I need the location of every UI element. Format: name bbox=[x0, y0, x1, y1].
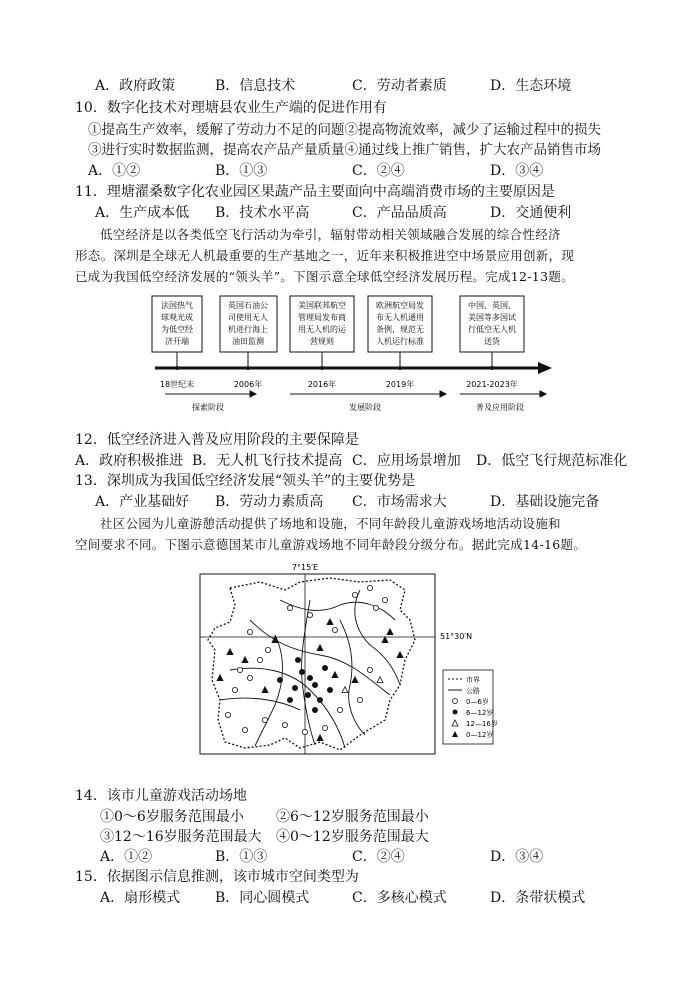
svg-text:机进行海上: 机进行海上 bbox=[228, 325, 268, 334]
q10-statement-1: ①提高生产效率，缓解了劳动力不足的问题②提高物流效率，减少了运输过程中的损失 bbox=[88, 122, 601, 138]
city-map-figure bbox=[190, 560, 520, 760]
q13-option-a[interactable]: A．产业基础好 bbox=[95, 494, 190, 510]
site-age-0-6-marker bbox=[262, 717, 267, 722]
svg-text:条例，规范无: 条例，规范无 bbox=[376, 325, 424, 334]
site-age-0-6-marker bbox=[287, 605, 292, 610]
intro1-line2: 形态。深圳是全球无人机最重要的生产基地之一，近年来积极推进空中场景应用创新，现 bbox=[75, 248, 575, 263]
site-age-0-6-marker bbox=[307, 612, 312, 617]
q11-option-a[interactable]: A．生产成本低 bbox=[95, 205, 190, 221]
svg-text:球观光成: 球观光成 bbox=[161, 313, 193, 322]
stage-label-develop: 发展阶段 bbox=[349, 403, 381, 412]
q13-option-d[interactable]: D．基础设施完备 bbox=[490, 494, 600, 510]
timeline-box-5 bbox=[460, 296, 524, 352]
site-age-0-6-marker bbox=[357, 697, 362, 702]
timeline-date-5: 2021-2023年 bbox=[466, 380, 518, 389]
site-age-0-6-marker bbox=[237, 667, 242, 672]
site-age-0-12-marker bbox=[332, 672, 338, 678]
q11-stem: 11．理塘濯桑数字化农业园区果蔬产品主要面向中高端消费市场的主要原因是 bbox=[75, 184, 555, 200]
site-age-6-12-marker bbox=[292, 685, 297, 690]
q14-option-a[interactable]: A．①② bbox=[100, 849, 153, 865]
q14-option-d[interactable]: D．③④ bbox=[490, 849, 544, 865]
q13-option-b[interactable]: B．劳动力素质高 bbox=[215, 494, 324, 510]
q14-statement-3: ③12～16岁服务范围最大 bbox=[100, 829, 262, 845]
q10-option-b[interactable]: B．①③ bbox=[215, 163, 268, 179]
q12-option-c[interactable]: C．应用场景增加 bbox=[352, 453, 461, 469]
site-age-6-12-marker bbox=[312, 682, 317, 687]
site-age-0-12-marker bbox=[242, 657, 248, 663]
legend-age-0-6: 0—6岁 bbox=[466, 698, 489, 706]
site-age-6-12-marker bbox=[312, 707, 317, 712]
svg-text:济开端: 济开端 bbox=[165, 337, 189, 346]
q10-option-d[interactable]: D．③④ bbox=[490, 163, 544, 179]
svg-text:油田监测: 油田监测 bbox=[232, 337, 264, 346]
site-age-0-6-marker bbox=[373, 605, 378, 610]
q10-statement-2: ③进行实时数据监测，提高农产品产量质量④通过线上推广销售，扩大农产品销售市场 bbox=[88, 142, 601, 158]
q15-stem: 15．依据图示信息推测，该市城市空间类型为 bbox=[75, 869, 359, 885]
site-age-12-16-marker bbox=[377, 677, 383, 683]
site-age-12-16-marker bbox=[342, 687, 348, 693]
site-age-0-6-marker bbox=[302, 729, 307, 734]
timeline-box-1 bbox=[152, 296, 202, 352]
city-boundary bbox=[208, 578, 415, 750]
timeline-box-3 bbox=[290, 296, 354, 352]
site-age-0-12-marker bbox=[262, 687, 268, 693]
timeline-figure bbox=[140, 290, 560, 420]
svg-text:布无人机通用: 布无人机通用 bbox=[376, 313, 424, 322]
stage-label-popularize: 普及应用阶段 bbox=[476, 403, 524, 412]
map-legend bbox=[443, 670, 498, 744]
q13-stem: 13．深圳成为我国低空经济发展“领头羊”的主要优势是 bbox=[75, 473, 416, 489]
q11-option-d[interactable]: D．交通便利 bbox=[490, 205, 572, 221]
svg-text:司使用无人: 司使用无人 bbox=[228, 313, 268, 322]
site-age-0-6-marker bbox=[247, 629, 252, 634]
site-age-0-6-marker bbox=[225, 712, 230, 717]
intro1-line1: 低空经济是以各类低空飞行活动为牵引，辐射带动相关领域融合发展的综合性经济 bbox=[100, 227, 561, 242]
q14-statement-1: ①0～6岁服务范围最小 bbox=[100, 809, 244, 825]
svg-text:法国热气: 法国热气 bbox=[161, 301, 193, 310]
legend-road: 公路 bbox=[466, 687, 480, 695]
site-age-0-6-marker bbox=[352, 592, 357, 597]
site-age-0-6-marker bbox=[367, 585, 372, 590]
site-age-0-12-marker bbox=[327, 619, 333, 625]
q14-statement-4: ④0～12岁服务范围最大 bbox=[276, 829, 429, 845]
q14-option-b[interactable]: B．①③ bbox=[215, 849, 268, 865]
playground-symbols bbox=[217, 585, 403, 740]
q10-option-a[interactable]: A．①② bbox=[88, 163, 141, 179]
legend-age-12-16: 12—16岁 bbox=[466, 720, 498, 728]
svg-text:人机运行标准: 人机运行标准 bbox=[376, 337, 424, 346]
svg-text:美国等多国试: 美国等多国试 bbox=[468, 313, 516, 322]
q14-option-c[interactable]: C．②④ bbox=[352, 849, 405, 865]
site-age-0-6-marker bbox=[257, 657, 262, 662]
svg-text:管理局发布商: 管理局发布商 bbox=[298, 313, 346, 322]
site-age-0-6-marker bbox=[232, 687, 237, 692]
site-age-6-12-marker bbox=[307, 675, 312, 680]
legend-city-boundary: 市界 bbox=[466, 676, 480, 684]
site-age-0-6-marker bbox=[282, 722, 287, 727]
site-age-0-12-marker bbox=[217, 675, 223, 681]
q13-option-c[interactable]: C．市场需求大 bbox=[352, 494, 447, 510]
timeline-arrowhead bbox=[538, 362, 552, 374]
svg-text:美国联邦航空: 美国联邦航空 bbox=[298, 301, 346, 310]
site-age-6-12-marker bbox=[277, 677, 282, 682]
site-age-0-6-marker bbox=[332, 627, 337, 632]
site-age-0-6-marker bbox=[367, 667, 372, 672]
q12-option-a[interactable]: A．政府积极推进 bbox=[75, 453, 184, 469]
intro1-line3: 已成为我国低空经济发展的“领头羊”。下图示意全球低空经济发展历程。完成12-13题。 bbox=[75, 269, 574, 284]
q14-statement-2: ②6～12岁服务范围最小 bbox=[276, 809, 429, 825]
svg-text:英国石油公: 英国石油公 bbox=[228, 301, 268, 310]
stage-label-explore: 探索阶段 bbox=[192, 403, 224, 412]
timeline-date-4: 2019年 bbox=[385, 380, 415, 389]
site-age-6-12-marker bbox=[295, 657, 300, 662]
site-age-6-12-marker bbox=[322, 665, 327, 670]
map-longitude-label: 7°15′E bbox=[291, 563, 319, 572]
stage-arrows bbox=[165, 391, 546, 397]
q10-stem: 10．数字化技术对理塘县农业生产端的促进作用有 bbox=[75, 100, 387, 116]
site-age-0-6-marker bbox=[322, 725, 327, 730]
timeline-connectors bbox=[177, 352, 492, 368]
svg-text:行低空无人机: 行低空无人机 bbox=[468, 325, 516, 334]
site-age-0-12-marker bbox=[397, 652, 403, 658]
q11-option-c[interactable]: C．产品品质高 bbox=[352, 205, 447, 221]
timeline-date-2: 2006年 bbox=[233, 380, 263, 389]
site-age-0-6-marker bbox=[242, 727, 247, 732]
q12-option-b[interactable]: B．无人机飞行技术提高 bbox=[192, 453, 343, 469]
site-age-6-12-marker bbox=[299, 669, 304, 674]
map-latitude-label: 51°30′N bbox=[440, 632, 473, 641]
timeline-box-2 bbox=[220, 296, 277, 352]
svg-text:中国、英国、: 中国、英国、 bbox=[468, 301, 516, 310]
q10-option-c[interactable]: C．②④ bbox=[352, 163, 405, 179]
site-age-6-12-marker bbox=[317, 697, 322, 702]
q12-option-d[interactable]: D．低空飞行规范标准化 bbox=[476, 453, 628, 469]
site-age-0-12-marker bbox=[317, 645, 323, 651]
q9-option-d[interactable]: D．生态环境 bbox=[490, 78, 572, 94]
svg-text:送货: 送货 bbox=[484, 337, 500, 346]
site-age-0-6-marker bbox=[247, 675, 252, 680]
intro2-line2: 空间要求不同。下图示意德国某市儿童游戏场地不同年龄段分级分布。据此完成14-16题。 bbox=[75, 537, 587, 552]
intro2-line1: 社区公园为儿童游憩活动提供了场地和设施，不同年龄段儿童游戏场地活动设施和 bbox=[100, 516, 561, 531]
q15-option-b[interactable]: B．同心圆模式 bbox=[215, 890, 310, 906]
q9-option-b[interactable]: B．信息技术 bbox=[215, 78, 296, 94]
legend-age-6-12: 6—12岁 bbox=[466, 709, 494, 717]
legend-age-0-12: 0—12岁 bbox=[466, 731, 494, 739]
timeline-date-1: 18世纪末 bbox=[159, 380, 195, 389]
q15-option-d[interactable]: D．条带状模式 bbox=[490, 890, 586, 906]
site-age-0-6-marker bbox=[337, 707, 342, 712]
site-age-0-6-marker bbox=[382, 597, 387, 602]
q9-option-c[interactable]: C．劳动者素质 bbox=[352, 78, 447, 94]
site-age-0-12-marker bbox=[317, 735, 323, 741]
site-age-6-12-marker bbox=[327, 687, 332, 692]
site-age-0-12-marker bbox=[382, 637, 388, 643]
svg-text:营规则: 营规则 bbox=[310, 337, 334, 346]
q15-option-a[interactable]: A．扇形模式 bbox=[100, 890, 181, 906]
site-age-6-12-marker bbox=[305, 692, 310, 697]
svg-text:用无人机的运: 用无人机的运 bbox=[298, 325, 346, 334]
svg-text:为低空经: 为低空经 bbox=[161, 325, 193, 334]
svg-text:欧洲航空局发: 欧洲航空局发 bbox=[376, 301, 424, 310]
q11-option-b[interactable]: B．技术水平高 bbox=[215, 205, 310, 221]
site-age-0-6-marker bbox=[265, 647, 270, 652]
map-frame bbox=[200, 574, 435, 754]
q12-stem: 12．低空经济进入普及应用阶段的主要保障是 bbox=[75, 432, 359, 448]
timeline-box-4 bbox=[368, 296, 432, 352]
site-age-0-12-marker bbox=[352, 677, 358, 683]
site-age-0-12-marker bbox=[387, 629, 393, 635]
q14-stem: 14．该市儿童游戏活动场地 bbox=[75, 788, 247, 804]
site-age-6-12-marker bbox=[287, 697, 292, 702]
timeline-date-3: 2016年 bbox=[307, 380, 337, 389]
q9-option-a[interactable]: A．政府政策 bbox=[95, 78, 176, 94]
site-age-0-12-marker bbox=[227, 649, 233, 655]
q15-option-c[interactable]: C．多核心模式 bbox=[352, 890, 447, 906]
